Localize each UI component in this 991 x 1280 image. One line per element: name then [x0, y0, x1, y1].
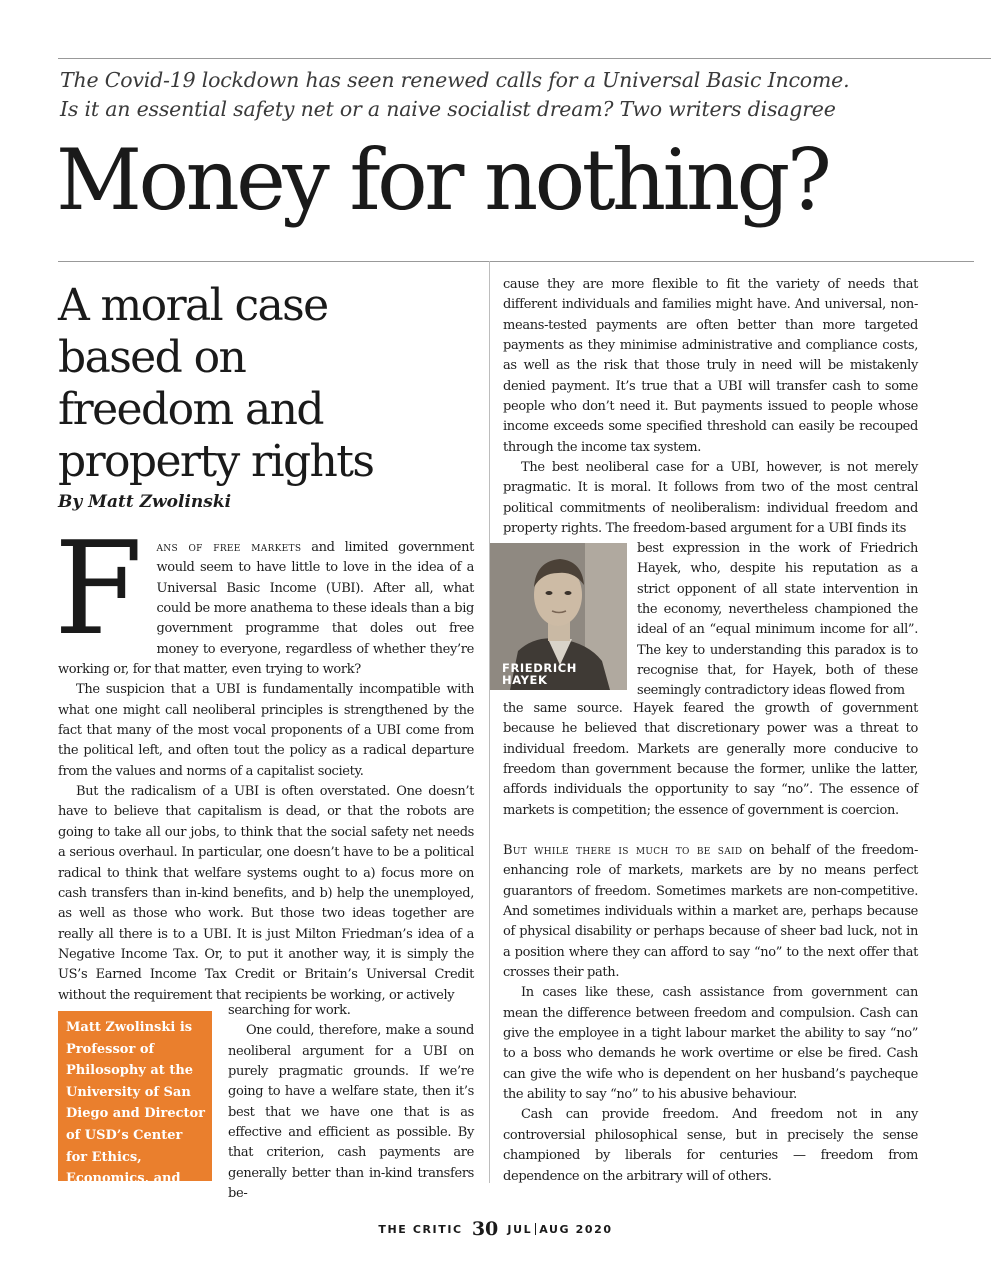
page-footer [0, 1218, 991, 1240]
byline: By Matt Zwolinski [58, 492, 232, 512]
standfirst-line-1: The Covid-19 lockdown has seen renewed calls for a Universal Basic Income. [60, 68, 850, 92]
issue-divider [535, 1223, 536, 1235]
standfirst [60, 66, 960, 124]
section-lead-in: But while there is much to be said [503, 843, 743, 858]
right-column-top [503, 275, 918, 539]
left-column-lower [228, 1001, 474, 1204]
paragraph-4-continued: cause they are more flexible to fit the variety of needs that different individuals and families might have. And universal, non-means-tested payments are often better than more targeted payments as they minimise administrative and compliance costs, as well as the risk that those truly in need will be mistakenly denied payment. It’s true that a UBI will transfer cash to some people who don’t need it. But payments issued to people whose income exceeds some specified threshold can easily be recouped through the income tax system. [503, 277, 918, 455]
page-number: 30 [471, 1218, 499, 1240]
paragraph-5-middle: best expression in the work of Friedrich Hayek, who, despite his reputation as a strict opponent of all state intervention in the economy, nevertheless championed the ideal of an “equal minimum income for all”. The key to understanding this paradox is to recognise that, for Hayek, both of these seemingly contradictory ideas flowed from [637, 541, 918, 699]
subhead-line-3: freedom and [58, 384, 323, 435]
photo-caption-line-2: HAYEK [502, 673, 548, 687]
paragraph-3-continued: searching for work. [228, 1003, 351, 1018]
paragraph-2: The suspicion that a UBI is fundamentally incompatible with what one might call neoliberal principles is strengthened by the fact that many of the most vocal proponents of a UBI come from the political left, and often tout the policy as a radical departure from the values and norms of a capitalist society. [58, 682, 474, 779]
headline: Money for nothing? [56, 131, 829, 229]
paragraph-5-end: the same source. Hayek feared the growth of government because he believed that discretionary power was a threat to individual freedom. Markets are generally more conducive to freedom than government because the former, unlike the latter, affords individuals the opportunity to say “no”. The essence of markets is competition; the essence of government is coercion. [503, 701, 918, 818]
hayek-photo [490, 543, 627, 690]
lead-in: ans of free markets [156, 540, 302, 555]
photo-caption-line-1: FRIEDRICH [502, 661, 577, 675]
photo-caption [502, 662, 577, 686]
paragraph-1-text: and limited government would seem to have little to love in the idea of a Universal Basic Income (UBI). After all, what could be more anathema to these ideals than a big government programme that doles out free money to everyone, regardless of whether they’re working or, for that matter, even trying to work? [58, 540, 474, 678]
paragraph-6-text: on behalf of the freedom-enhancing role of markets, markets are by no means perfect guarantors of freedom. Sometimes markets are non-competitive. And sometimes individuals within a market are, perhaps because of physical disability or perhaps because of sheer bad luck, not in a position where they can afford to say “no” to the next offer that crosses their path. [503, 843, 918, 981]
right-column-lower [503, 841, 918, 1187]
section-rule [58, 261, 974, 262]
article-subhead [58, 280, 478, 488]
column-divider [489, 261, 490, 1183]
top-rule [58, 58, 991, 59]
issue-month-b: AUG 2020 [539, 1223, 613, 1236]
subhead-line-1: A moral case [58, 280, 328, 331]
paragraph-1 [54, 515, 474, 680]
author-bio-box: Matt Zwolinski is Professor of Philosophy at the University of San Diego and Director of USD’s Center for Ethics, Economics, and Public Policy [58, 1011, 212, 1181]
drop-cap: F [54, 515, 143, 664]
right-column-after-photo [503, 699, 918, 821]
magazine-name: THE CRITIC [378, 1223, 463, 1236]
subhead-line-2: based on [58, 332, 246, 383]
paragraph-7: In cases like these, cash assistance from government can mean the difference between freedom and compulsion. Cash can give the employee in a tight labour market the ability to say “no” to a boss who demands he work overtime or else be fired. Cash can give the wife who is dependent on her husband’s paycheque the ability to say “no” to his abusive behaviour. [503, 985, 918, 1103]
paragraph-3: But the radicalism of a UBI is often overstated. One doesn’t have to believe that capitalism is dead, or that the robots are going to take all our jobs, to think that the social safety net needs a serious overhaul. In particular, one doesn’t have to be a political radical to think that welfare systems ought to a) focus more on cash transfers than in-kind benefits, and b) help the unemployed, as well as those who work. But those two ideas together are really all there is to a UBI. It is just Milton Friedman’s idea of a Negative Income Tax. Or, to put it another way, it is simply the US’s Earned Income Tax Credit or Britain’s Universal Credit without the requirement that recipients be working, or actively [58, 784, 474, 1003]
paragraph-8: Cash can provide freedom. And freedom not in any controversial philosophical sense, but in precisely the sense championed by liberals for centuries — freedom from dependence on the arbitrary will of others. [503, 1107, 918, 1184]
paragraph-6 [503, 841, 918, 983]
issue-month-a: JUL [507, 1223, 533, 1236]
right-column-wrap [637, 539, 918, 702]
paragraph-5: The best neoliberal case for a UBI, however, is not merely pragmatic. It is moral. It follows from two of the most central political commitments of neoliberalism: individual freedom and property rights. The freedom-based argument for a UBI finds its [503, 460, 918, 537]
standfirst-line-2: Is it an essential safety net or a naive socialist dream? Two writers disagree [60, 97, 836, 121]
left-column [54, 515, 474, 1006]
paragraph-4: One could, therefore, make a sound neoliberal argument for a UBI on purely pragmatic grounds. If we’re going to have a welfare state, then it’s best that we have one that is as effective and efficient as possible. By that criterion, cash payments are generally better than in-kind transfers be- [228, 1023, 474, 1202]
subhead-line-4: property rights [58, 436, 374, 487]
